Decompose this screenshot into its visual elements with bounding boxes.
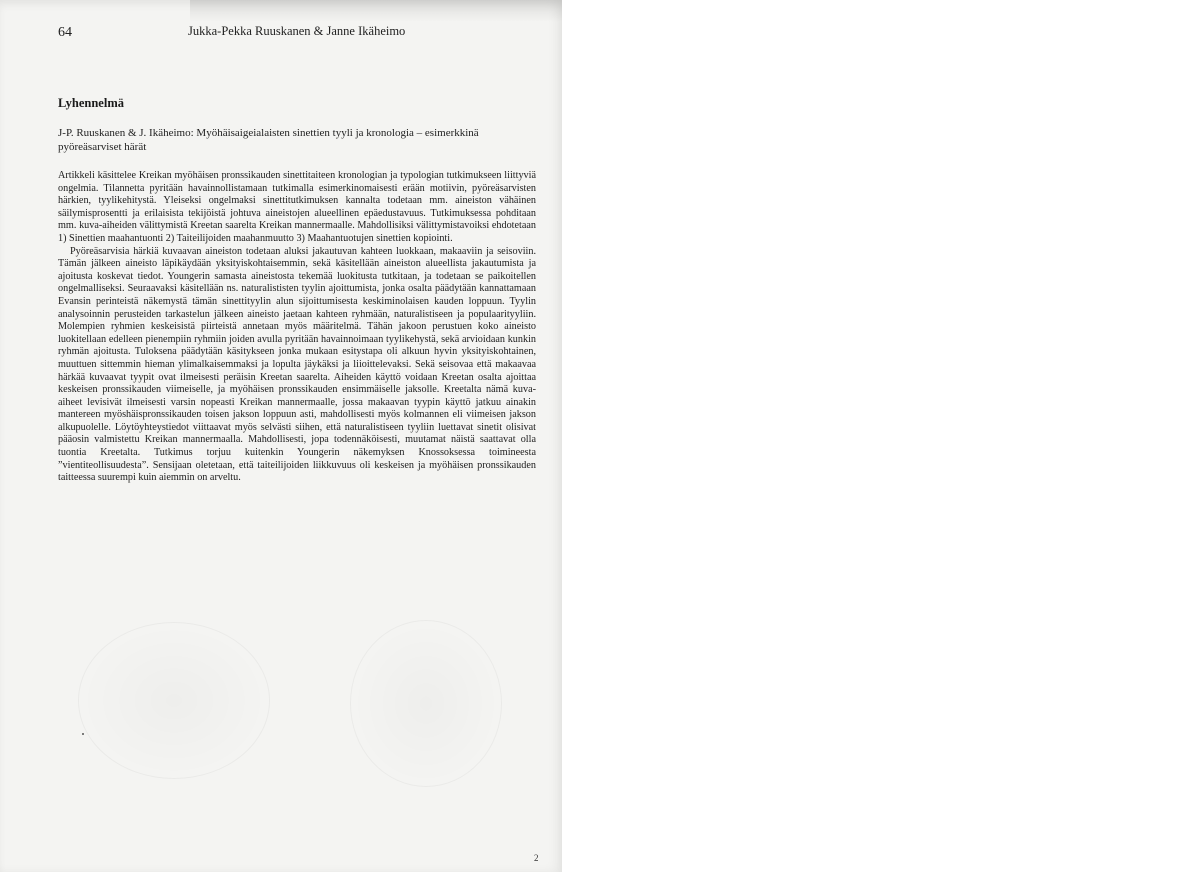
scan-shadow (190, 0, 562, 22)
citation: J-P. Ruuskanen & J. Ikäheimo: Myöhäisaigeialaisten sinettien tyyli ja kronologia – esimerkkinä pyöreäsarviset härät (58, 127, 479, 153)
bleed-through-seal-right (350, 620, 502, 787)
abstract-body (58, 170, 536, 485)
page-header (58, 22, 538, 42)
running-head: Jukka-Pekka Ruuskanen & Janne Ikäheimo (188, 24, 406, 38)
scanned-page (0, 0, 562, 872)
paragraph: Pyöreäsarvisia härkiä kuvaavan aineiston todetaan aluksi jakautuvan kahteen luokkaan, makaaviin ja seisoviin. Tämän jälkeen aineisto läpikäydään yksityiskohtaisemmin, sekä käsitellään aineiston alueellista jakautumista ja ajoitusta koskevat tiedot. Youngerin samasta aineistosta tekemää luokitusta tutkitaan, ja todetaan se paikoitellen ongelmalliseksi. Seuraavaksi käsitellään ns. naturalististen tyylin ajoittumista, jonka osalta päädytään kannattamaan Evansin perinteistä näkemystä tämän sinettityylin alun sijoittumisesta keskiminolaisen kauden loppuun. Tyylin analysoinnin perusteiden tarkastelun jälkeen aineisto jaetaan kahteen ryhmään, naturalistiseen ja populaarityyliin. Molempien ryhmien keskeisistä piirteistä annetaan myös määritelmä. Tähän jakoon perustuen koko aineisto luokitellaan edelleen pienempiin ryhmiin joiden avulla pyritään havainnoimaan tyylikehystä, sekä arvioidaan kunkin ryhmän ajoitusta. Tuloksena päädytään käsitykseen jonka mukaan esitystapa oli alkuun hyvin yksityiskohtainen, muuttuen sittemmin hieman ylimalkaisemmaksi ja lopulta jäykäksi ja liioittelevaksi. Sekä seisovaa että makaavaa härkää kuvaavat tyypit ovat ilmeisesti peräisin Kreetan saarelta. Aiheiden käyttö voidaan Kreetan osalta ajoittaa keskeisen pronssikauden viimeiselle, ja myöhäisen pronssikauden ensimmäiselle jaksolle. Kreetalta nämä kuva-aiheet levisivät ilmeisesti varsin nopeasti Kreikan mannermaalle, jossa makaavan tyypin käyttö jatkuu ainakin mantereen myöshäispronssikauden toisen jakson loppuun asti, mahdollisesti myös kolmannen eli viimeisen jakson alkupuolelle. Löytöyhteystiedot viittaavat myös selvästi siihen, että naturalistiseen tyyliin luettavat sinetit olisivat pääosin valmistettu Kreikan mannermaalla. Mahdollisesti, jopa todennäköisesti, muutamat näistä saattavat olla tuontia Kreetalta. Tutkimus torjuu kuitenkin Youngerin näkemyksen Knossoksessa toimineesta ”vientiteollisuudesta”. Sensijaan oletetaan, että taiteilijoiden liikkuvuus oli keskeisen ja myöhäisen pronssikauden taitteessa suurempi kuin aiemmin on arveltu. (58, 245, 536, 484)
bleed-through-seal-left (78, 622, 270, 779)
page-number: 64 (58, 25, 72, 40)
section-title: Lyhennelmä (58, 96, 124, 110)
paragraph: Artikkeli käsittelee Kreikan myöhäisen pronssikauden sinettitaiteen kronologian ja typologian tutkimukseen liittyviä ongelmia. Tilannetta pyritään havainnollistamaan tutkimalla esimerkinomaisesti erään motiivin, pyöreäsarvisten härkien, tyylikehitystä. Yleiseksi ongelmaksi sinettitutkimuksen kannalta todetaan mm. aineiston vähäinen säilymisprosentti ja erilaisista tekijöistä johtuva aineistojen alueellinen epäedustavuus. Tutkimuksessa pohditaan mm. kuva-aiheiden välittymistä Kreetan saarelta Kreikan mannermaalle. Mahdollisiksi välittymistavoiksi ehdotetaan 1) Sinettien maahantuonti 2) Taiteilijoiden maahanmuutto 3) Maahantuotujen sinettien kopiointi. (58, 170, 536, 244)
corner-number: 2 (534, 853, 539, 863)
stray-mark (82, 733, 84, 735)
